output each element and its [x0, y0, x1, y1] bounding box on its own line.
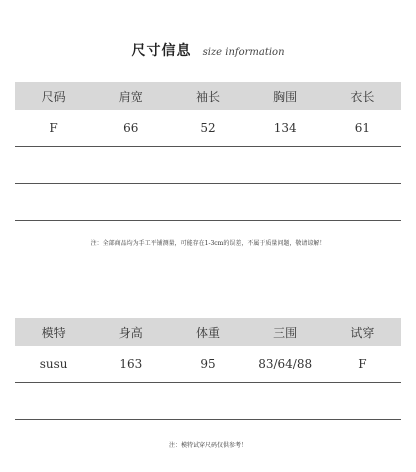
cell [92, 147, 169, 184]
header-size: 尺码 [15, 82, 92, 110]
cell: 61 [324, 110, 401, 147]
cell [324, 184, 401, 221]
header-model: 模特 [15, 318, 92, 346]
table-row [15, 346, 401, 383]
size-table [15, 82, 401, 221]
title-english: size information [202, 47, 285, 58]
cell [324, 383, 401, 420]
cell [247, 383, 324, 420]
header-shoulder: 肩宽 [92, 82, 169, 110]
cell: 95 [169, 346, 246, 383]
cell [92, 383, 169, 420]
table-row [15, 147, 401, 184]
model-table [15, 318, 401, 420]
table-row [15, 383, 401, 420]
cell: F [15, 110, 92, 147]
cell [15, 184, 92, 221]
cell [92, 184, 169, 221]
header-length: 衣长 [324, 82, 401, 110]
cell [247, 184, 324, 221]
cell: 134 [247, 110, 324, 147]
cell [169, 147, 246, 184]
header-chest: 胸围 [247, 82, 324, 110]
size-table-header [15, 82, 401, 110]
model-table-header [15, 318, 401, 346]
table-row [15, 110, 401, 147]
cell [169, 383, 246, 420]
measurement-note: 注：全部商品均为手工平铺测量，可能存在1-3cm的误差，不属于质量问题，敬请谅解！ [90, 240, 326, 247]
cell: 163 [92, 346, 169, 383]
cell [247, 147, 324, 184]
cell [169, 184, 246, 221]
header-weight: 体重 [169, 318, 246, 346]
title-chinese: 尺寸信息 [131, 43, 192, 59]
cell: susu [15, 346, 92, 383]
section-title [0, 40, 416, 60]
header-measurements: 三围 [247, 318, 324, 346]
header-sleeve: 袖长 [169, 82, 246, 110]
cell: 83/64/88 [247, 346, 324, 383]
cell: 66 [92, 110, 169, 147]
cell [15, 147, 92, 184]
cell [15, 383, 92, 420]
cell [324, 147, 401, 184]
cell: F [324, 346, 401, 383]
model-note: 注：模特试穿尺码仅供参考！ [168, 442, 247, 449]
table-row [15, 184, 401, 221]
cell: 52 [169, 110, 246, 147]
header-tried-size: 试穿 [324, 318, 401, 346]
header-height: 身高 [92, 318, 169, 346]
